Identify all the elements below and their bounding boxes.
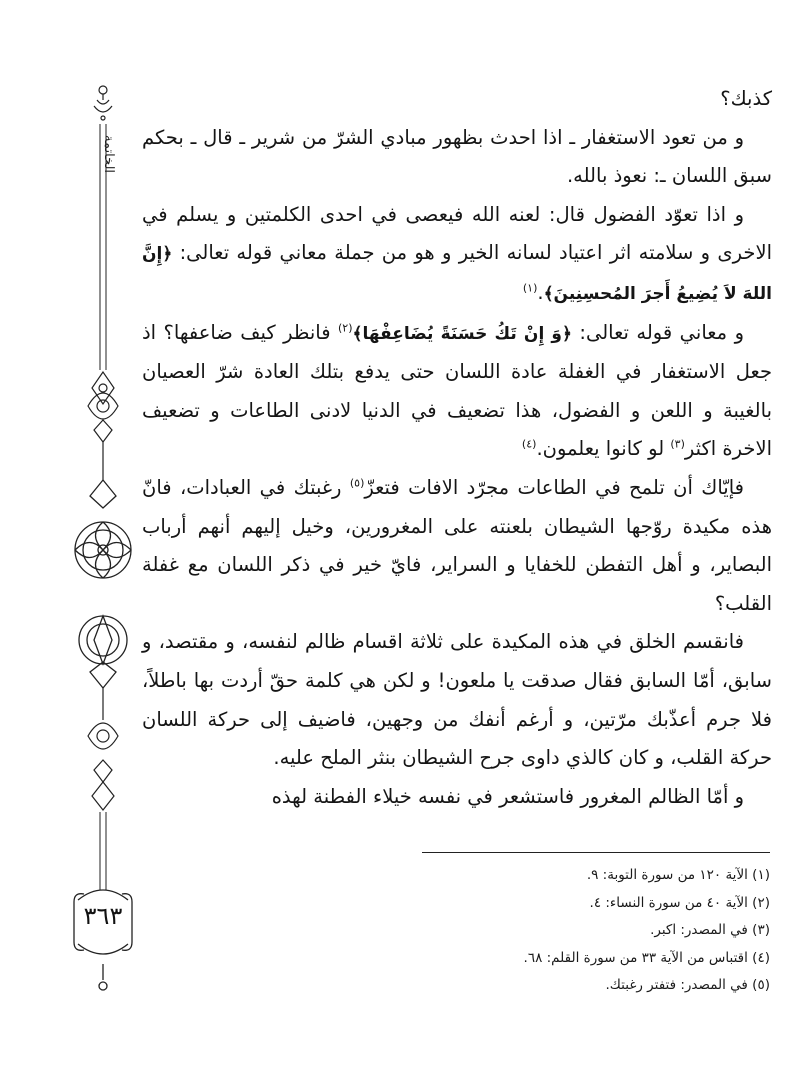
text-run: لو كانوا يعلمون. xyxy=(536,437,671,461)
text-run: و اذا تعوّد الفضول قال: لعنه الله فيعصى في احدى الكلمتين و يسلم في الاخرى و سلامته اثر اعتياد لسانه الخير و هو من جملة معاني قوله تعالى: xyxy=(142,202,772,265)
footnotes xyxy=(370,862,770,1000)
main-text xyxy=(142,80,772,816)
text-run: . xyxy=(537,280,544,304)
footnote-ref: (١) xyxy=(522,281,538,295)
footnote-item: (٣) في المصدر: اكبر. xyxy=(650,922,770,939)
footnote-ref: (٣) xyxy=(670,437,685,451)
paragraph xyxy=(142,196,772,314)
text-run: رغبتك في العبادات، فانّ هذه مكيدة روّجها الشيطان بلعنته على المغرورين، وخيل إليهم أنهم أرباب البصاير، و أهل التفطن للخفايا و السراير، فايّ خير في ذكر اللسان مع غفلة القلب؟ xyxy=(142,475,772,615)
footnote-ref: (٤) xyxy=(521,437,537,451)
paragraph: فانقسم الخلق في هذه المكيدة على ثلاثة اقسام ظالم لنفسه، و مقتصد، و سابق، أمّا السابق فقال صدقت يا ملعون! و لكن هي كلمة حقّ أردت بها باطلاً، فلا جرم أعذّبك مرّتين، و أرغم أنفك من وجهين، فاضيف إلى حركة اللسان حركة القلب، و كان كالذي داوى جرح الشيطان بنثر الملح عليه. xyxy=(142,630,772,770)
footnote-ref: (٥) xyxy=(349,476,365,490)
page-number: ٣٦٣ xyxy=(83,902,123,930)
text-run: و معاني قوله تعالى: xyxy=(571,320,744,344)
running-head: الخاتمة xyxy=(101,135,116,174)
footnote-divider xyxy=(422,852,770,853)
footnote-item: (٢) الآية ٤٠ من سورة النساء: ٤. xyxy=(589,894,770,911)
text-run: فإيّاك أن تلمح في الطاعات مجرّد الافات فتعزّ xyxy=(364,475,744,499)
quran-verse: ﴿وَ إِنْ تَكُ حَسَنَةً يُضَاعِفْهَا﴾ xyxy=(352,323,572,344)
paragraph: و أمّا الظالم المغرور فاستشعر في نفسه خيلاء الفطنة لهذه xyxy=(271,784,744,808)
text-run: فانظر كيف ضاعفها؟ اذ جعل الاستغفار في الغفلة عادة اللسان حتى يدفع بتلك العادة شرّ العصيان بالغيبة و اللعن و الفضول، هذا تضعيف في الدنيا لادنى الطاعات و تضعيف الاخرة اكثر xyxy=(142,320,772,461)
paragraph xyxy=(142,314,772,469)
footnote-item: (٥) في المصدر: فتفتر رغبتك. xyxy=(605,977,770,994)
quran-verse: ﴿إِنَّ اللهَ لاَ يُضِيعُ أَجرَ المُحسِنِينَ﴾ xyxy=(142,244,772,304)
paragraph: كذبك؟ xyxy=(720,87,772,110)
footnote-item: (١) الآية ١٢٠ من سورة التوبة: ٩. xyxy=(586,867,770,883)
footnote-item: (٤) اقتباس من الآية ٣٣ من سورة القلم: ٦٨. xyxy=(523,949,770,966)
footnote-ref: (٢) xyxy=(337,321,353,335)
paragraph xyxy=(142,469,772,623)
paragraph: و من تعود الاستغفار ـ اذا احدث بظهور مبادي الشرّ من شرير ـ قال ـ بحكم سبق اللسان ـ: نعوذ بالله. xyxy=(142,125,772,188)
